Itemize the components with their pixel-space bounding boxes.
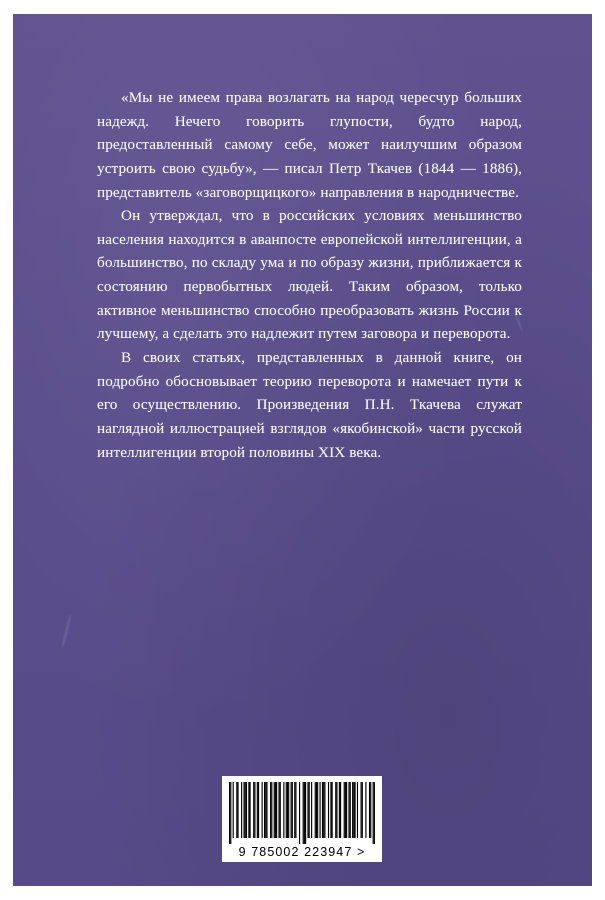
barcode-number: 9 785002 223947 > <box>238 845 366 859</box>
barcode-icon <box>229 782 375 844</box>
blurb-paragraph: Он утверждал, что в российских условиях меньшинство населения находится в аванпосте европейской интеллигенции, а большинство, по складу ума и по образу жизни, приближается к состоянию первобытных людей. Таким образом, только активное меньшинство способно преобразовать жизнь России к лучшему, а сделать это надлежит путем заговора и переворота. <box>97 207 522 343</box>
barcode-block <box>222 776 382 862</box>
book-back-cover <box>13 14 592 886</box>
cover-scuff-mark <box>61 614 72 648</box>
blurb-paragraph: В своих статьях, представленных в данной книге, он подробно обосновывает теорию переворота и намечает пути к его осуществлению. Произведения П.Н. Ткачева служат наглядной иллюстрацией взглядов «якобинской» части русской интеллигенции второй половины XIX века. <box>97 349 522 461</box>
back-cover-blurb <box>97 86 522 464</box>
blurb-paragraph: «Мы не имеем права возлагать на народ чересчур больших надежд. Нечего говорить глупости, будто народ, предоставленный самому себе, может наилучшим образом устроить свою судьбу», — писал Петр Ткачев (1844 — 1886), представитель «заговорщицкого» направления в народничестве. <box>97 89 522 201</box>
